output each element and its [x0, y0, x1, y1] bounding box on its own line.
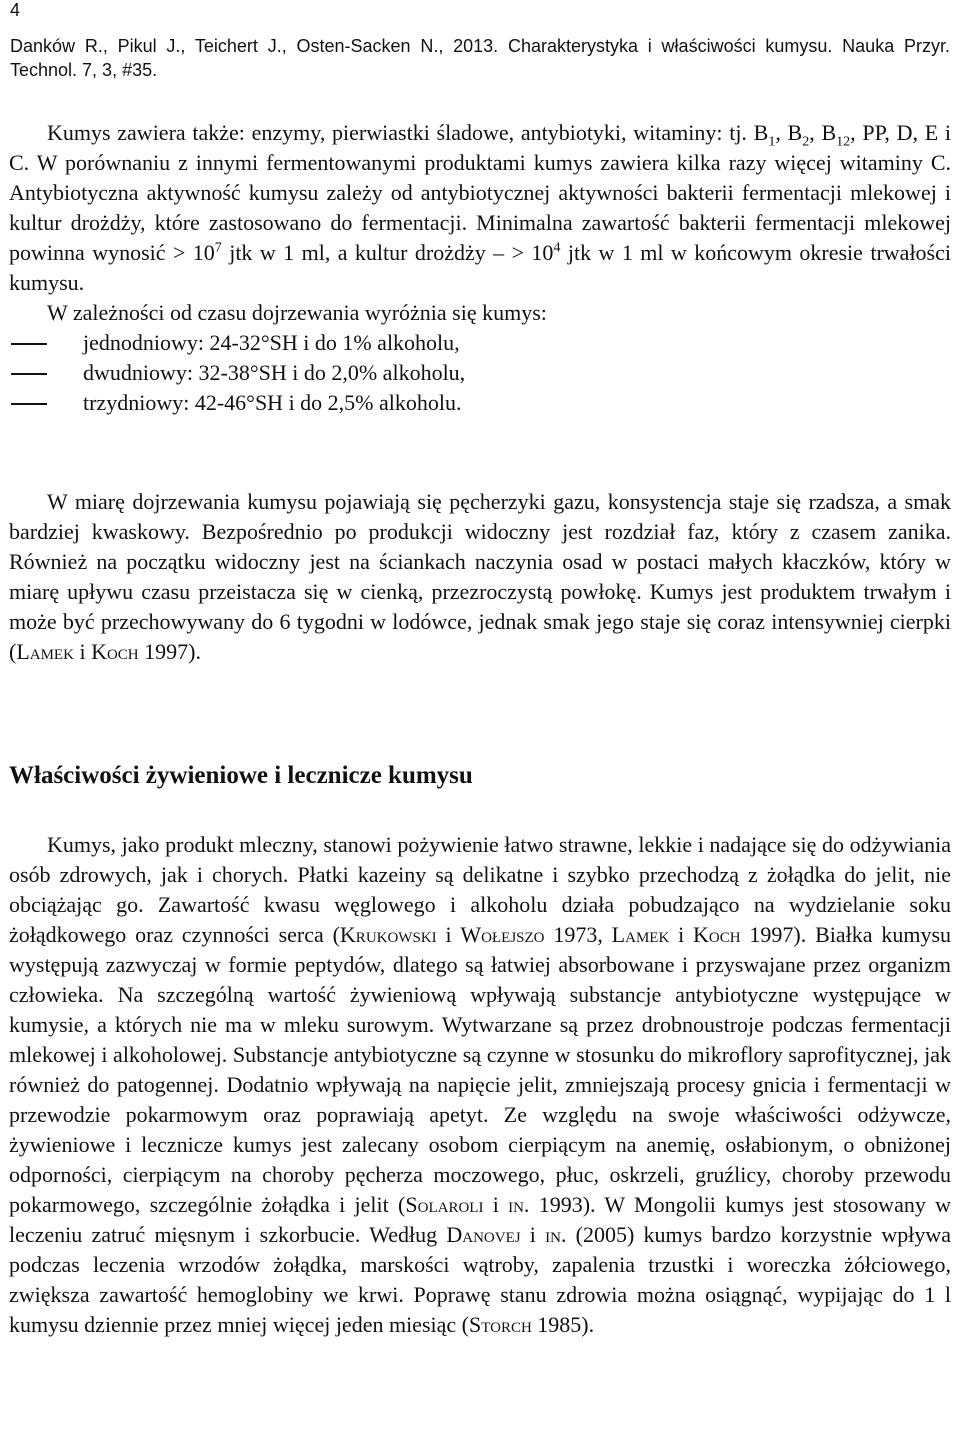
section-heading: Właściwości żywieniowe i lecznicze kumysu: [9, 762, 473, 789]
paragraph-health: Kumys, jako produkt mleczny, stanowi pożywienie łatwo strawne, lekkie i nadające się do odżywiania osób zdrowych, jak i chorych. Płatki kazeiny są delikatne i szybko przechodzą z żołądka do jelit, nie obciążając go. Zawartość kwasu węglowego i alkoholu działa pobudzająco na wydzielanie soku żołądkowego oraz czynności serca (Krukowski i Wołejszo 1973, Lamek i Koch 1997). Białka kumysu występują zazwyczaj w formie peptydów, dlatego są łatwiej absorbowane i przyswajane przez organizm człowieka. Na szczególną wartość żywieniową wpływają substancje antybiotyczne występujące w kumysie, a których nie ma w mleku surowym. Wytwarzane są przez drobnoustroje podczas fermentacji mlekowej i alkoholowej. Substancje antybiotyczne są czynne w stosunku do mikroflory saprofitycznej, jak również do patogennej. Dodatnio wpływają na napięcie jelit, zmniejszają procesy gnicia i fermentacji w przewodzie pokarmowym oraz poprawiają apetyt. Ze względu na swoje właściwości odżywcze, żywieniowe i lecznicze kumys jest zalecany osobom cierpiącym na anemię, osłabionym, o obniżonej odporności, cierpiącym na choroby pęcherza moczowego, płuc, oskrzeli, gruźlicy, choroby przewodu pokarmowego, szczególnie żołądka i jelit (Solaroli i in. 1993). W Mongolii kumys jest stosowany w leczeniu zatruć mięsnym i szkorbucie. Według Danovej i in. (2005) kumys bardzo korzystnie wpływa podczas leczenia wrzodów żołądka, marskości wątroby, zapalenia trzustki i woreczka żółciowego, zwiększa zawartość hemoglobiny we krwi. Poprawę stanu zdrowia można osiągnąć, wypijając do 1 l kumysu dziennie przez mniej więcej jeden miesiąc (Storch 1985).: [9, 832, 952, 1337]
maturation-list: [9, 328, 951, 418]
page-number: 4: [10, 0, 21, 20]
section-maturation: [9, 487, 951, 667]
list-item: jednodniowy: 24-32°SH i do 1% alkoholu,: [9, 328, 951, 358]
paragraph-composition: Kumys zawiera także: enzymy, pierwiastki śladowe, antybiotyki, witaminy: tj. $B_1$, $B_2$, $B_{12}$, PP, D, E i C. W porównaniu z innymi fermentowanymi produktami kumys zawiera kilka razy więcej witaminy C. Antybiotyczna aktywność kumysu zależy od antybiotycznej aktywności bakterii fermentacji mlekowej i kultur drożdży, które zastosowano do fermentacji. Minimalna zawartość bakterii fermentacji mlekowej powinna wynosić > $10^7$ jtk w 1 ml, a kultur drożdży – > $10^4$ jtk w 1 ml w końcowym okresie trwałości kumysu.: [9, 120, 951, 295]
paragraph-maturation: W miarę dojrzewania kumysu pojawiają się pęcherzyki gazu, konsystencja staje się rzadsza, a smak bardziej kwaskowy. Bezpośrednio po produkcji widoczny jest rozdział faz, który z czasem zanika. Również na początku widoczny jest na ściankach naczynia osad w postaci małych kłaczków, który w miarę upływu czasu przeistacza się w cienką, przezroczystą powłokę. Kumys jest produktem trwałym i może być przechowywany do 6 tygodni w lodówce, jednak smak jego staje się coraz intensywniej cierpki (Lamek i Koch 1997).: [9, 489, 951, 664]
list-item: dwudniowy: 32-38°SH i do 2,0% alkoholu,: [9, 358, 951, 388]
list-item: trzydniowy: 42-46°SH i do 2,5% alkoholu.: [9, 388, 951, 418]
section-intro: [9, 118, 951, 418]
section-health: [9, 830, 951, 1340]
citation-header: Danków R., Pikul J., Teichert J., Osten-Sacken N., 2013. Charakterystyka i właściwości kumysu. Nauka Przyr. Technol. 7, 3, #35.: [10, 36, 950, 80]
list-intro: W zależności od czasu dojrzewania wyróżnia się kumys:: [47, 300, 547, 325]
